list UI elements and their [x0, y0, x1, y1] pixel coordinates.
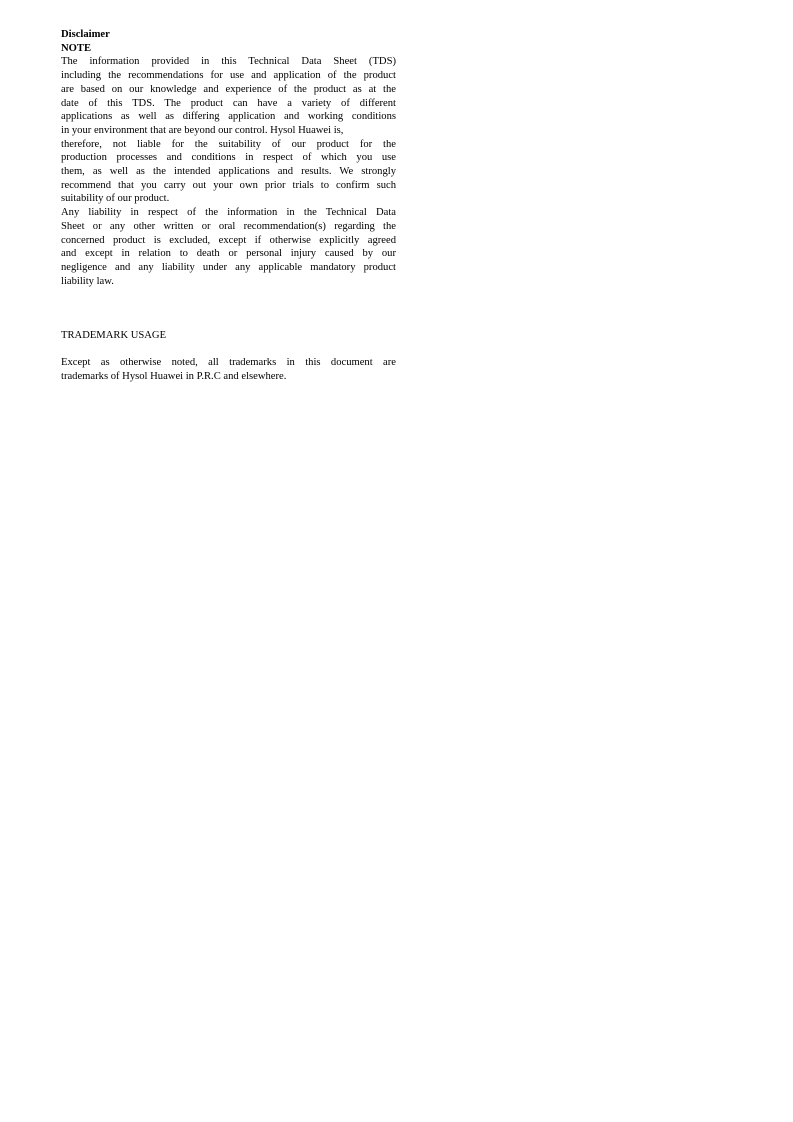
text-column	[61, 28, 396, 383]
paragraph-line: therefore, not liable for the suitability of our product for the	[61, 138, 396, 150]
paragraph-line: suitability of our product.	[61, 193, 170, 205]
note-heading: NOTE	[61, 42, 92, 54]
paragraph-line: are based on our knowledge and experience of the product as at the	[61, 83, 396, 95]
disclaimer-heading: Disclaimer	[61, 29, 110, 40]
paragraph-line: Any liability in respect of the information in the Technical Data	[61, 207, 396, 219]
paragraph-line: production processes and conditions in respect of which you use	[61, 152, 396, 164]
paragraph-line: trademarks of Hysol Huawei in P.R.C and elsewhere.	[61, 370, 287, 382]
paragraph-line: Except as otherwise noted, all trademarks in this document are	[61, 357, 396, 369]
paragraph-line: negligence and any liability under any applicable mandatory product	[61, 261, 396, 273]
paragraph-line: Sheet or any other written or oral recommendation(s) regarding the	[61, 220, 396, 232]
paragraph-line: liability law.	[61, 275, 114, 287]
paragraph-line: recommend that you carry out your own prior trials to confirm such	[61, 179, 396, 191]
paragraph-line: date of this TDS. The product can have a variety of different	[61, 97, 396, 109]
section-spacer	[61, 288, 396, 329]
section-spacer	[61, 343, 396, 356]
paragraph-line: in your environment that are beyond our control. Hysol Huawei is,	[61, 124, 344, 136]
disclaimer-paragraph-2	[61, 206, 396, 288]
disclaimer-paragraph-1	[61, 55, 396, 206]
paragraph-line: and except in relation to death or personal injury caused by our	[61, 248, 396, 260]
trademark-paragraph	[61, 356, 396, 383]
trademark-usage-title: TRADEMARK USAGE	[61, 330, 167, 342]
paragraph-line: concerned product is excluded, except if otherwise explicitly agreed	[61, 234, 396, 246]
paragraph-line: The information provided in this Technical Data Sheet (TDS)	[61, 56, 396, 68]
paragraph-line: them, as well as the intended applications and results. We strongly	[61, 166, 396, 178]
paragraph-line: including the recommendations for use and application of the product	[61, 70, 396, 82]
paragraph-line: applications as well as differing application and working conditions	[61, 111, 396, 123]
